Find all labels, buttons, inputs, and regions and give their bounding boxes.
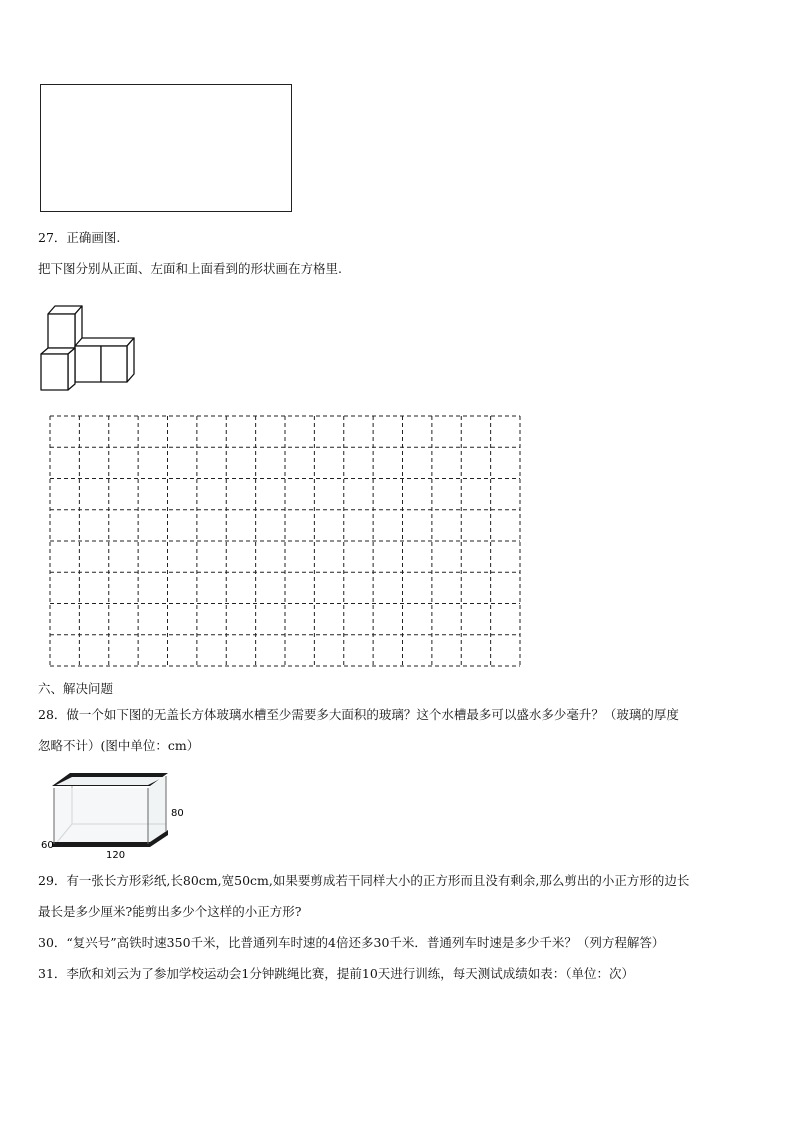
tank-width-label: 60 [41,840,54,851]
q31-text: 31．李欣和刘云为了参加学校运动会1分钟跳绳比赛，提前10天进行训练，每天测试成绩如表：（单位：次） [38,966,635,981]
cube-figure [36,300,140,394]
q28-line1: 28．做一个如下图的无盖长方体玻璃水槽至少需要多大面积的玻璃？这个水槽最多可以盛水多少毫升？（玻璃的厚度 [38,707,679,722]
glass-tank-figure [36,768,196,862]
tank-height-label: 80 [171,808,184,819]
q29-line2: 最长是多少厘米?能剪出多少个这样的小正方形? [38,904,302,919]
dashed-answer-grid[interactable] [49,415,521,667]
cube-front-face [48,314,75,348]
q28-line2: 忽略不计）(图中单位：cm） [38,738,200,753]
q27-instruction: 把下图分别从正面、左面和上面看到的形状画在方格里. [38,261,342,276]
q30-text: 30．“复兴号”高铁时速350千米，比普通列车时速的4倍还多30千米．普通列车时速是多少千米？（列方程解答） [38,935,665,950]
tank-length-label: 120 [106,850,126,861]
q27-title: 27．正确画图. [38,230,121,245]
q29-line1: 29．有一张长方形彩纸,长80cm,宽50cm,如果要剪成若干同样大小的正方形而且没有剩余,那么剪出的小正方形的边长 [38,873,690,888]
section-6-title: 六、解决问题 [38,681,114,696]
answer-box [40,84,292,212]
